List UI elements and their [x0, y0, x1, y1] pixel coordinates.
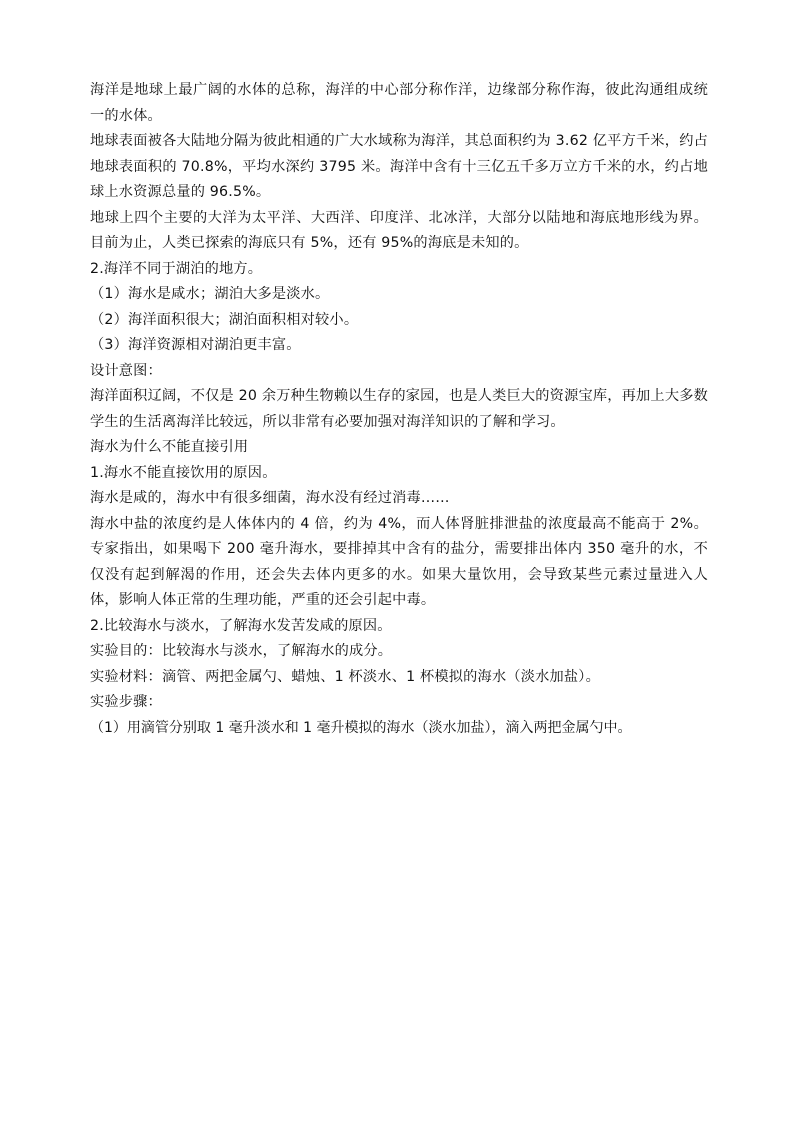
- step-item-1: （1）用滴管分别取 1 毫升淡水和 1 毫升模拟的海水（淡水加盐），滴入两把金属勺中。: [90, 719, 632, 736]
- paragraph-design-intent: 海洋面积辽阔，不仅是 20 余万种生物赖以生存的家园，也是人类巨大的资源宝库，再加上大多数学生的生活离海洋比较远，所以非常有必要加强对海洋知识的了解和学习。: [90, 388, 708, 430]
- list-item-2: （2）海洋面积很大；湖泊面积相对较小。: [90, 311, 359, 328]
- paragraph-experiment-purpose: 实验目的：比较海水与淡水，了解海水的成分。: [90, 643, 393, 659]
- list-item-3: （3）海洋资源相对湖泊更丰富。: [90, 337, 301, 353]
- paragraph-salt-concentration: 海水中盐的浓度约是人体体内的 4 倍，约为 4%，而人体肾脏排泄盐的浓度最高不能高于 2%。专家指出，如果喝下 200 毫升海水，要排掉其中含有的盐分，需要排出体内 350 毫升的水，不仅没有起到解渴的作用，还会失去体内更多的水。如果大量饮用，会导致某些元素过量进入人体，影响人体正常的生理功能，严重的还会引起中毒。: [90, 515, 708, 608]
- heading-experiment-steps: 实验步骤：: [90, 694, 162, 710]
- document-body: [90, 78, 708, 741]
- heading-seawater: 海水为什么不能直接引用: [90, 439, 249, 455]
- heading-design-intent: 设计意图：: [90, 362, 162, 379]
- paragraph-ocean-definition: 海洋是地球上最广阔的水体的总称，海洋的中心部分称作洋，边缘部分称作海，彼此沟通组成统一的水体。: [90, 82, 708, 124]
- heading-ocean-vs-lake: 2.海洋不同于湖泊的地方。: [90, 260, 263, 277]
- paragraph-seawater-salty: 海水是咸的，海水中有很多细菌，海水没有经过消毒……: [90, 490, 450, 506]
- paragraph-four-oceans: 地球上四个主要的大洋为太平洋、大西洋、印度洋、北冰洋，大部分以陆地和海底地形线为界。目前为止，人类已探索的海底只有 5%，还有 95%的海底是未知的。: [90, 209, 708, 251]
- heading-compare-water: 2.比较海水与淡水，了解海水发苦发咸的原因。: [90, 617, 392, 634]
- heading-why-not-drink: 1.海水不能直接饮用的原因。: [90, 464, 277, 481]
- list-item-1: （1）海水是咸水；湖泊大多是淡水。: [90, 286, 330, 302]
- paragraph-ocean-area: 地球表面被各大陆地分隔为彼此相通的广大水域称为海洋，其总面积约为 3.62 亿平方千米，约占地球表面积的 70.8%，平均水深约 3795 米。海洋中含有十三亿五千多万立方千米的水，约占地球上水资源总量的 96.5%。: [90, 133, 708, 200]
- paragraph-experiment-materials: 实验材料：滴管、两把金属勺、蜡烛、1 杯淡水、1 杯模拟的海水（淡水加盐）。: [90, 668, 600, 685]
